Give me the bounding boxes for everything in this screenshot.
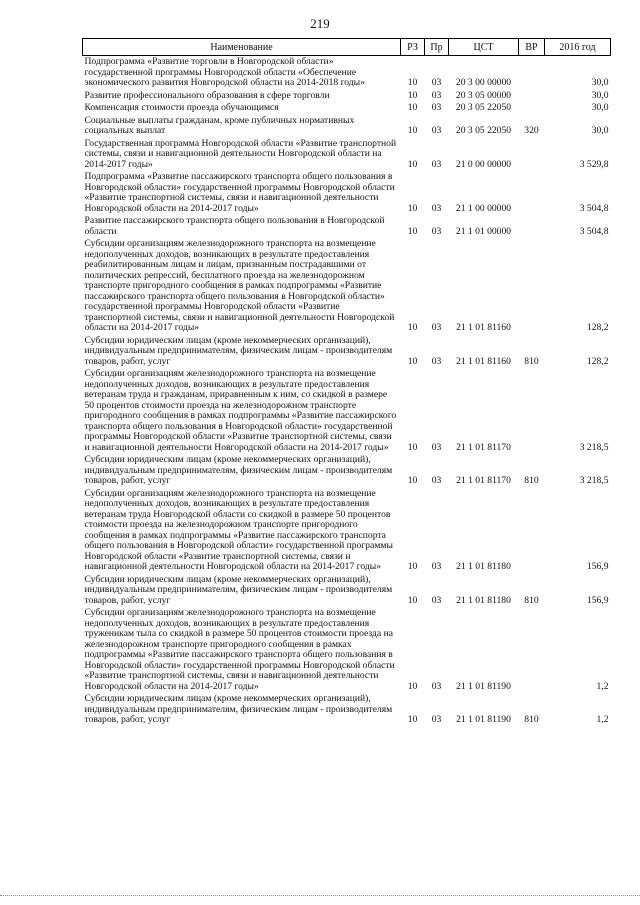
table-row	[83, 368, 611, 454]
table-row	[83, 90, 611, 103]
table-row	[83, 488, 611, 574]
row-vr: 810	[524, 475, 539, 486]
header-vr: ВР	[519, 39, 545, 56]
row-value: 3 218,5	[579, 475, 609, 486]
row-value: 30,0	[591, 77, 609, 88]
row-value: 128,2	[586, 355, 609, 367]
page-bottom-divider	[0, 895, 640, 896]
row-vr	[519, 238, 545, 335]
row-cst: 21 1 01 81180	[456, 594, 511, 606]
table-row	[83, 693, 611, 727]
row-rz: 10	[407, 225, 418, 237]
row-name: Социальные выплаты гражданам, кроме публичных нормативных социальных выплат	[84, 114, 355, 136]
row-vr	[519, 607, 545, 693]
row-value: 1,2	[596, 714, 609, 725]
row-value: 3 529,8	[579, 158, 609, 170]
row-rz: 10	[407, 355, 418, 367]
row-name: Подпрограмма «Развитие пассажирского транспорта общего пользования в Новгородской области» государственной программы Новгородской области «Развитие транспортной системы, связи и навигационной деятельности Новгородской области на 2014-2017 годы»	[84, 171, 395, 214]
table-row	[83, 574, 611, 608]
row-vr	[519, 488, 545, 574]
row-value: 30,0	[591, 102, 609, 113]
row-value: 3 218,5	[579, 441, 609, 453]
row-name: Субсидии юридическим лицам (кроме некоммерческих организаций), индивидуальным предпринимателям, физическим лицам - производителям товаров, работ, услуг	[84, 334, 393, 367]
row-name: Субсидии юридическим лицам (кроме некоммерческих организаций), индивидуальным предпринимателям, физическим лицам - производителям товаров, работ, услуг	[84, 573, 393, 606]
row-vr	[519, 215, 545, 238]
row-cst: 21 1 01 81190	[456, 680, 511, 692]
row-name: Государственная программа Новгородской области «Развитие транспортной системы, связи и навигационной деятельности Новгородской области на 2014-2017 годы»	[84, 137, 397, 170]
row-name: Субсидии организациям железнодорожного транспорта на возмещение недополученных доходов, возникающих в результате предоставления реабилитированным лицам и лицам, признанным пострадавшими от политических репрессий, бесплатного проезда на железнодорожном транспорте пригородного сообщения в рамках подпрограммы «Развитие пассажирского транспорта общего пользования в Новгородской области» государственной программы Новгородской области «Развитие транспортной системы, связи и навигационной деятельности Новгородской области на 2014-2017 годы»	[84, 238, 395, 333]
row-pr: 03	[431, 714, 442, 725]
row-cst: 21 1 01 81160	[456, 355, 511, 367]
table-header-row	[83, 39, 611, 56]
row-name: Подпрограмма «Развитие торговли в Новгородской области» государственной программы Новгородской области «Обеспечение экономического развития Новгородской области на 2014-2018 годы»	[84, 56, 365, 88]
row-rz: 10	[407, 89, 418, 101]
page-number: 219	[310, 16, 330, 31]
row-pr: 03	[431, 475, 442, 486]
row-vr	[519, 368, 545, 454]
row-vr	[519, 90, 545, 103]
row-rz: 10	[407, 202, 418, 214]
row-pr: 03	[431, 125, 442, 136]
row-cst: 21 1 01 81180	[456, 561, 511, 572]
row-pr: 03	[431, 594, 442, 606]
row-value: 3 504,8	[579, 225, 609, 237]
row-rz: 10	[407, 158, 418, 170]
row-pr: 03	[431, 355, 442, 367]
table-row	[83, 171, 611, 215]
table-row	[83, 238, 611, 335]
row-cst: 21 0 00 00000	[455, 158, 512, 170]
row-pr: 03	[431, 77, 442, 88]
row-pr: 03	[431, 89, 442, 101]
row-value: 30,0	[591, 89, 609, 101]
row-cst: 20 3 05 22050	[455, 125, 512, 136]
row-cst: 21 1 01 81190	[456, 714, 511, 725]
row-name: Субсидии организациям железнодорожного транспорта на возмещение недополученных доходов, возникающих в результате предоставления ветеранам труда и гражданам, приравненным к ним, со скидкой в размере 50 процентов стоимости проезда на железнодорожном транспорте пригородного сообщения в рамках подпрограммы «Развитие пассажирского транспорта общего пользования в Новгородской области» государственной программы Новгородской области «Развитие транспортной системы, связи и навигационной деятельности Новгородской области на 2014-2017 годы»	[84, 368, 397, 453]
row-cst: 20 3 05 00000	[455, 89, 512, 101]
row-vr: 810	[524, 714, 539, 725]
table-row	[83, 335, 611, 369]
row-vr	[519, 56, 545, 90]
row-rz: 10	[407, 561, 418, 572]
budget-table	[82, 38, 611, 727]
row-rz: 10	[407, 77, 418, 88]
row-rz: 10	[407, 322, 418, 333]
row-name: Компенсация стоимости проезда обучающимся	[84, 102, 279, 113]
row-value: 156,9	[586, 594, 609, 606]
table-row	[83, 115, 611, 138]
row-pr: 03	[431, 158, 442, 170]
row-value: 156,9	[586, 561, 609, 572]
table-row	[83, 607, 611, 693]
row-value: 1,2	[596, 680, 609, 692]
row-cst: 21 1 01 81170	[456, 441, 511, 453]
row-cst: 21 1 00 00000	[455, 202, 512, 214]
row-vr	[519, 102, 545, 115]
row-pr: 03	[431, 102, 442, 113]
row-rz: 10	[407, 475, 418, 486]
row-value: 3 504,8	[579, 202, 609, 214]
row-pr: 03	[431, 680, 442, 692]
row-rz: 10	[407, 102, 418, 113]
row-rz: 10	[407, 594, 418, 606]
row-rz: 10	[407, 125, 418, 136]
row-pr: 03	[431, 225, 442, 237]
row-cst: 21 1 01 81160	[456, 322, 511, 333]
row-value: 128,2	[586, 322, 609, 333]
row-pr: 03	[431, 202, 442, 214]
table-row	[83, 138, 611, 172]
row-vr: 810	[524, 594, 539, 606]
row-rz: 10	[407, 714, 418, 725]
row-name: Развитие профессионального образования в сфере торговли	[84, 89, 330, 101]
header-pr: Пр	[425, 39, 449, 56]
row-pr: 03	[431, 561, 442, 572]
row-name: Субсидии юридическим лицам (кроме некоммерческих организаций), индивидуальным предпринимателям, физическим лицам - производителям товаров, работ, услуг	[84, 454, 393, 486]
row-rz: 10	[407, 441, 418, 453]
table-row	[83, 454, 611, 488]
row-cst: 21 1 01 81170	[456, 475, 511, 486]
header-name: Наименование	[83, 39, 401, 56]
table-row	[83, 102, 611, 115]
row-vr	[519, 138, 545, 172]
row-name: Субсидии юридическим лицам (кроме некоммерческих организаций), индивидуальным предпринимателям, физическим лицам - производителям товаров, работ, услуг	[84, 693, 393, 725]
row-pr: 03	[431, 441, 442, 453]
header-cst: ЦСТ	[449, 39, 519, 56]
row-pr: 03	[431, 322, 442, 333]
row-vr: 810	[524, 355, 539, 367]
row-cst: 21 1 01 00000	[455, 225, 512, 237]
row-vr: 320	[524, 125, 539, 136]
row-value: 30,0	[591, 125, 609, 136]
row-cst: 20 3 00 00000	[455, 77, 512, 88]
row-name: Субсидии организациям железнодорожного транспорта на возмещение недополученных доходов, возникающих в результате предоставления труженикам тыла со скидкой в размере 50 процентов стоимости проезда на железнодорожном транспорте пригородного сообщения в рамках подпрограммы «Развитие пассажирского транспорта общего пользования в Новгородской области» государственной программы Новгородской области «Развитие транспортной системы, связи и навигационной деятельности Новгородской области на 2014-2017 годы»	[84, 607, 395, 692]
row-name: Субсидии организациям железнодорожного транспорта на возмещение недополученных доходов, возникающих в результате предоставления ветеранам труда Новгородской области со скидкой в размере 50 процентов стоимости проезда на железнодорожном транспорте пригородного сообщения в рамках подпрограммы «Развитие пассажирского транспорта общего пользования в Новгородской области» государственной программы Новгородской области «Развитие транспортной системы, связи и навигационной деятельности Новгородской области на 2014-2017 годы»	[84, 487, 393, 572]
row-name: Развитие пассажирского транспорта общего пользования в Новгородской области	[84, 215, 385, 237]
row-cst: 20 3 05 22050	[455, 102, 512, 113]
table-row	[83, 56, 611, 90]
header-rz: РЗ	[401, 39, 425, 56]
table-row	[83, 215, 611, 238]
row-rz: 10	[407, 680, 418, 692]
row-vr	[519, 171, 545, 215]
header-year: 2016 год	[545, 39, 611, 56]
